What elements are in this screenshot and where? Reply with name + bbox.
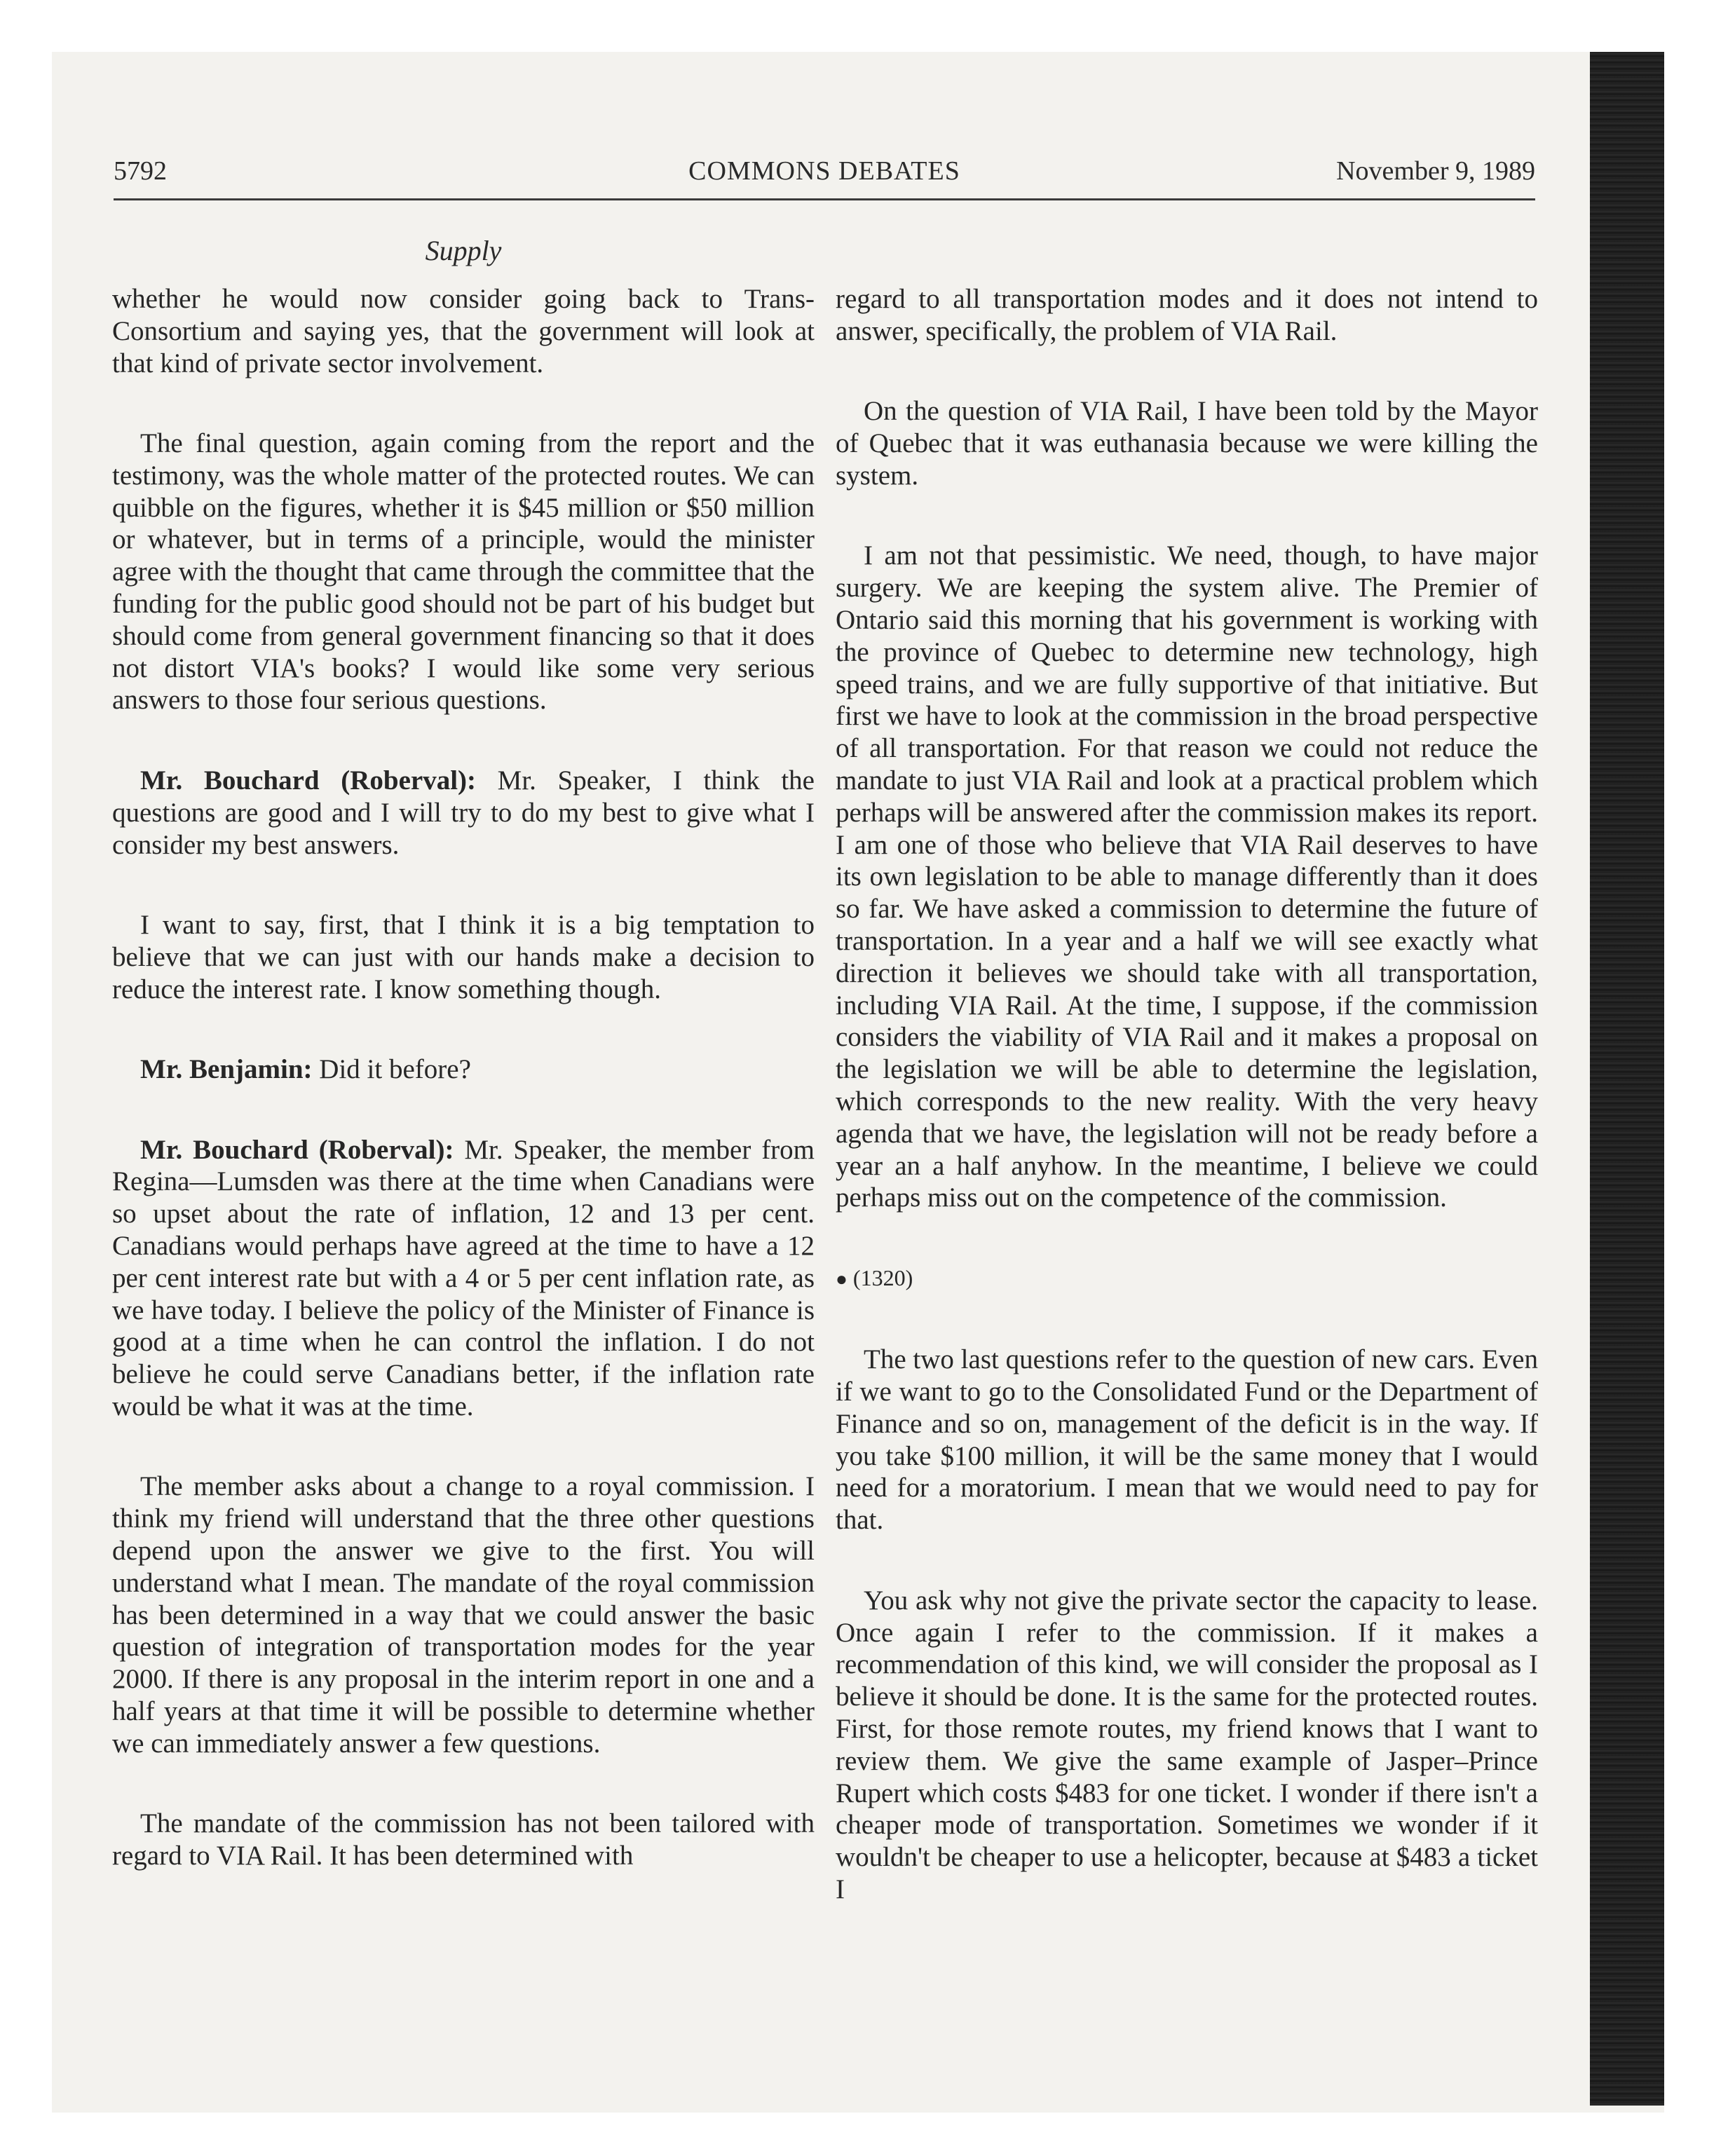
time-marker	[836, 1262, 1538, 1296]
paragraph: whether he would now consider going back to Trans-Consortium and saying yes, that the government will look at that kind of private sector involvement.	[112, 284, 815, 378]
paragraph: I am not that pessimistic. We need, though, to have major surgery. We are keeping the system alive. The Premier of Ontario said this morning that his government is working with the province of Quebec to determine new technology, high speed trains, and we are fully supportive of that initiative. But first we have to look at the commission in the broad perspective of all transportation. For that reason we could not reduce the mandate to just VIA Rail and look at a practical problem which perhaps will be answered after the commission makes its report. I am one of those who believe that VIA Rail deserves to have its own legislation to be able to manage differently than it does so far. We have asked a commission to determine the future of transportation. In a year and a half we will see exactly what direction it believes we should take with all transportation, including VIA Rail. At the time, I suppose, if the commission considers the viability of VIA Rail and it makes a proposal on the legislation we will be able to determine the legislation, which corresponds to the new reality. With the very heavy agenda that we have, the legislation will not be ready before a year an a half anyhow. In the meantime, I believe we could perhaps miss out on the competence of the commission.	[836, 540, 1538, 1213]
time-marker-text: (1320)	[852, 1264, 913, 1290]
speech-text: Did it before?	[312, 1054, 471, 1085]
scan-edge-shadow	[1590, 52, 1664, 2106]
speaker-name: Mr. Bouchard (Roberval):	[140, 1134, 454, 1165]
speaker-name: Mr. Benjamin:	[140, 1054, 313, 1085]
speech-text: Mr. Speaker, I think the questions are good and I will try to do my best to give what I consider my best answers.	[112, 765, 815, 860]
speech-text: Mr. Speaker, the member from Regina—Lumsden was there at the time when Canadians were so upset about the rate of inflation, 12 and 13 per cent. Canadians would perhaps have agreed at the time to have a 12 per cent interest rate but with a 4 or 5 per cent inflation rate, as we have today. I believe the policy of the Minister of Finance is good at a time when he can control the inflation. I do not believe he could serve Canadians better, if the inflation rate would be what it was at the time.	[112, 1134, 815, 1421]
paragraph: The two last questions refer to the question of new cars. Even if we want to go to the Consolidated Fund or the Department of Finance and so on, management of the deficit is in the way. If you take $100 million, it will be the same money that I would need for a moratorium. I mean that we would need to pay for that.	[836, 1344, 1538, 1536]
paragraph: The mandate of the commission has not been tailored with regard to VIA Rail. It has been determined with	[112, 1808, 815, 1871]
page-number: 5792	[114, 156, 167, 186]
paragraph	[112, 1053, 815, 1086]
page-date: November 9, 1989	[1336, 156, 1535, 186]
section-label: Supply	[425, 235, 502, 266]
speaker-name: Mr. Bouchard (Roberval):	[140, 765, 477, 796]
paragraph	[112, 765, 815, 861]
paragraph: The member asks about a change to a royal commission. I think my friend will understand that the three other questions depend upon the answer we give to the first. You will understand what I mean. The mandate of the royal commission has been determined in a way that we could answer the basic question of integration of transportation modes for the year 2000. If there is any proposal in the interim report in one and a half years at that time it will be possible to determine whether we can immediately answer a few questions.	[112, 1471, 815, 1759]
journal-title: COMMONS DEBATES	[688, 156, 960, 186]
paragraph: I want to say, first, that I think it is a big temptation to believe that we can just with our hands make a decision to reduce the interest rate. I know something though.	[112, 910, 815, 1004]
running-head	[114, 156, 1535, 199]
bullet-icon: ●	[836, 1268, 848, 1290]
header-rule	[114, 198, 1535, 200]
right-column	[836, 283, 1538, 1953]
left-column	[112, 283, 815, 1920]
paragraph	[112, 1134, 815, 1423]
paragraph: The final question, again coming from the report and the testimony, was the whole matter of the protected routes. We can quibble on the figures, whether it is $45 million or $50 million or whatever, but in terms of a principle, would the minister agree with the thought that came through the committee that the funding for the public good should not be part of his budget but should come from general government financing so that it does not distort VIA's books? I would like some very serious answers to those four serious questions.	[112, 428, 815, 716]
paragraph: On the question of VIA Rail, I have been told by the Mayor of Quebec that it was euthanasia because we were killing the system.	[836, 396, 1538, 491]
paragraph: You ask why not give the private sector the capacity to lease. Once again I refer to the commission. If it makes a recommendation of this kind, we will consider the proposal as I believe it should be done. It is the same for the protected routes. First, for those remote routes, my friend knows that I want to review them. We give the same example of Jasper–Prince Rupert which costs $483 for one ticket. I wonder if there isn't a cheaper mode of transportation. Sometimes we wonder if it wouldn't be cheaper to use a helicopter, because at $483 a ticket I	[836, 1585, 1538, 1904]
paragraph: regard to all transportation modes and it does not intend to answer, specifically, the problem of VIA Rail.	[836, 284, 1538, 346]
